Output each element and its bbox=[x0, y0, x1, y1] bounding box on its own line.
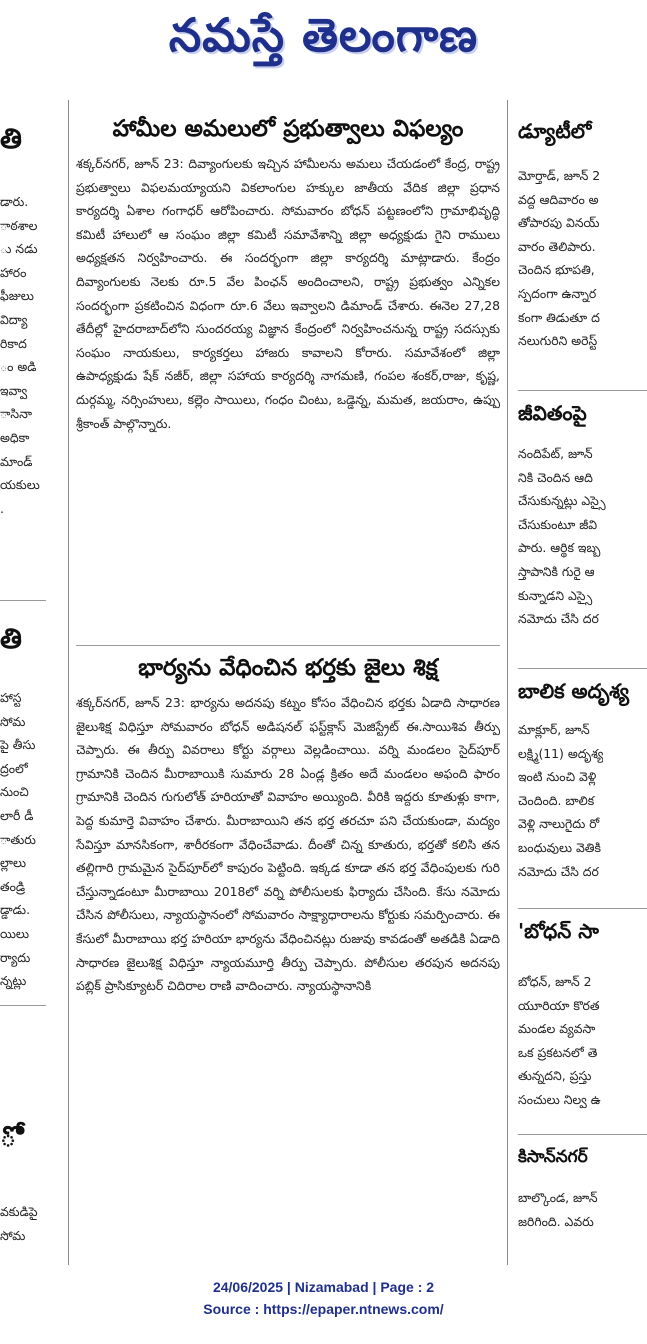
right-line: తోపారపు వినయ్ bbox=[518, 215, 600, 231]
left-line: ాతురు bbox=[0, 831, 36, 847]
right-line: వద్ద ఆదివారం అ bbox=[518, 191, 599, 207]
right-line: వారం తెలిపారు. bbox=[518, 238, 596, 254]
right-rule bbox=[518, 908, 647, 909]
left-headline: తి bbox=[0, 622, 22, 655]
left-line: న్నట్లు bbox=[0, 973, 27, 989]
right-line: నందిపేట్, జూన్ bbox=[518, 446, 593, 461]
left-line: యకులు bbox=[0, 477, 40, 493]
column-divider bbox=[68, 100, 69, 1265]
left-line: నుంచి bbox=[0, 784, 29, 800]
left-line: తండ్రి bbox=[0, 878, 26, 894]
left-line: ఇవ్వా bbox=[0, 382, 28, 398]
right-line: మండల వ్యవసా bbox=[518, 1021, 596, 1037]
right-line: నలుగురిని అరెస్ట్ bbox=[518, 333, 598, 349]
left-line: మాండ్ bbox=[0, 453, 33, 469]
left-lines-1 bbox=[0, 190, 62, 520]
right-line: ఒక ప్రకటనలో తె bbox=[518, 1044, 598, 1060]
left-column bbox=[0, 100, 62, 1265]
right-line: వెళ్లి నాలుగైదు రో bbox=[518, 816, 600, 832]
left-line: విద్యా bbox=[0, 311, 28, 327]
left-headline: ో' bbox=[0, 1120, 25, 1153]
right-line: మాక్లూర్, జూన్ bbox=[518, 722, 590, 737]
right-line: జరిగింది. ఎవరు bbox=[518, 1213, 594, 1229]
right-line: చేసుకున్నట్లు ఎస్సై bbox=[518, 493, 606, 509]
right-headline: కిసాన్‌నగర్ bbox=[518, 1147, 588, 1167]
right-line: బంధువులు వెతికి bbox=[518, 839, 601, 855]
right-headline: బాలిక అదృశ్య bbox=[518, 679, 630, 703]
right-column bbox=[518, 100, 647, 1265]
footer-source-link[interactable]: Source : https://epaper.ntnews.com/ bbox=[203, 1301, 444, 1317]
left-line: లారీ డీ bbox=[0, 807, 34, 823]
right-headline: జీవితంపై bbox=[518, 401, 587, 425]
right-line: బాల్కొండ, జూన్ bbox=[518, 1190, 598, 1205]
article-headline: భార్యను వేధించిన భర్తకు జైలు శిక్ష bbox=[138, 655, 438, 681]
right-line: బోధన్, జూన్ 2 bbox=[518, 974, 592, 989]
right-lines-5 bbox=[518, 1186, 598, 1233]
page-footer bbox=[0, 1276, 647, 1320]
right-line: కున్నాడని ఎస్సై bbox=[518, 587, 593, 603]
left-line: పై తీసు bbox=[0, 737, 36, 753]
left-line: ాఠశాల bbox=[0, 217, 38, 233]
left-rule bbox=[0, 1005, 46, 1006]
right-lines-2 bbox=[518, 442, 606, 631]
article-divider bbox=[76, 645, 500, 646]
left-line: ు నడు bbox=[0, 241, 38, 257]
right-lines-3 bbox=[518, 718, 603, 883]
right-line: పారు. ఆర్థిక ఇబ్బ bbox=[518, 540, 601, 556]
footer-edition-info: 24/06/2025 | Nizamabad | Page : 2 bbox=[212, 1279, 435, 1295]
article-promises bbox=[76, 112, 500, 435]
left-line: ర్యాదు bbox=[0, 949, 31, 965]
left-lines-3 bbox=[0, 1200, 62, 1247]
right-line: తున్నదని, ప్రస్తు bbox=[518, 1068, 592, 1084]
right-line: లక్ష్మి(11) అదృశ్య bbox=[518, 745, 604, 761]
article-jail bbox=[76, 651, 500, 998]
right-headline: డ్యూటీలో bbox=[518, 119, 592, 143]
right-line: యూరియా కొరత bbox=[518, 997, 600, 1013]
left-lines-2 bbox=[0, 686, 62, 993]
right-line: స్పదంగా ఉన్నార bbox=[518, 285, 597, 301]
right-line: స్తాపానికి గురై ఆ bbox=[518, 563, 595, 579]
left-line: . bbox=[0, 500, 4, 516]
right-lines-4 bbox=[518, 970, 601, 1112]
left-line: ం అడి bbox=[0, 359, 37, 375]
right-line: సంచులు నిల్వ ఉ bbox=[518, 1091, 601, 1107]
left-line: డారు. bbox=[0, 194, 29, 209]
right-line: నికి చెందిన ఆది bbox=[518, 469, 593, 485]
masthead-title: నమస్తే తెలంగాణ bbox=[168, 8, 479, 62]
right-line: కంగా తిడుతూ ద bbox=[518, 309, 600, 325]
left-headline: తి bbox=[0, 122, 22, 155]
left-line: సోమ bbox=[0, 1227, 26, 1243]
right-rule bbox=[518, 668, 647, 669]
right-line: నమోదు చేసి దర bbox=[518, 863, 599, 879]
right-rule bbox=[518, 1134, 647, 1135]
left-line: ద్రంలో bbox=[0, 760, 28, 776]
left-line: ఫీజులు bbox=[0, 288, 34, 304]
masthead bbox=[0, 0, 647, 92]
left-line: ాసినా bbox=[0, 406, 32, 422]
article-headline: హామీల అమలులో ప్రభుత్వాలు విఫల్యం bbox=[112, 116, 464, 142]
main-column bbox=[76, 100, 500, 1265]
article-body: శక్కర్‌నగర్, జూన్ 23: భార్యను అదనపు కట్నం కోసం వేధించిన భర్తకు ఏడాది సాధారణ జైలుశిక్ష విధిస్తూ సోమవారం బోధన్ అడిషనల్ ఫస్ట్‌క్లాస్ మెజిస్ట్రేట్ ఈ.సాయిశివ తీర్పు చెప్పారు. ఈ తీర్పు వివరాలు కోర్టు వర్గాలు వెల్లడించాయి. వర్ని మండలం సైద్‌పూర్ గ్రామానికి చెందిన మీరాబాయికి సుమారు 28 ఏండ్ల క్రితం అదే మండలం అఫంది ఫారం గ్రామానికి చెందిన గుగులోత్ హరియాతో వివాహం అయ్యింది. వీరికి ఇద్దరు కూతుళ్లు కాగా, పెద్ద కుమార్తె వివాహం చేశారు. మీరాబాయిని తన భర్త తరచూ పని చేయకుండా, మద్యం సేవిస్తూ మానసికంగా, శారీరకంగా వేధించేవాడు. దీంతో చిన్న కూతురు, భర్తతో కలిసి తన తల్లిగారి గ్రామమైన సైద్‌పూర్‌లో కాపురం పెట్టింది. ఇక్కడ కూడా తన భర్త వేధింపులకు గురి చేస్తున్నాడంటూ మీరాబాయి 2018లో వర్ని పోలీసులకు ఫిర్యాదు చేసింది. కేసు నమోదు చేసిన పోలీసులు, న్యాయస్థానంలో సోమవారం సాక్ష్యాధారాలను కోర్టుకు సమర్పించారు. ఈ కేసులో మీరాబాయి భర్త హరియా భార్యను వేధించినట్లు రుజువు కావడంతో అతడికి ఏడాది సాధారణ జైలుశిక్ష విధిస్తూ న్యాయమూర్తి తీర్పు చెప్పారు. పోలీసుల తరపున అదనపు పబ్లిక్ ప్రాసిక్యూటర్ చిదిరాల రాణి వాదించారు. న్యాయస్థానానికి bbox=[76, 695, 500, 994]
left-line: డ్డాడు. bbox=[0, 902, 31, 918]
left-line: యిలు bbox=[0, 925, 30, 941]
right-line: మోర్తాడ్, జూన్ 2 bbox=[518, 168, 601, 183]
left-line: ల్లాలు bbox=[0, 855, 27, 871]
article-body: శక్కర్‌నగర్, జూన్ 23: దివ్యాంగులకు ఇచ్చిన హామీలను అమలు చేయడంలో కేంద్ర, రాష్ట్ర ప్రభుత్వాలు విఫలమయ్యాయని వికలాంగుల హక్కుల జాతీయ వేదిక జిల్లా ప్రధాన కార్యదర్శి ఏశాల గంగాధర్ ఆరోపించారు. సోమవారం బోధన్ పట్టణంలోని గ్రామాభివృద్ధి కమిటీ హాలులో ఆ సంఘం జిల్లా కమిటీ సమావేశాన్ని జిల్లా అధ్యక్షుడు గైని రాములు అధ్యక్షతన నిర్వహించారు. ఈ సందర్భంగా జిల్లా కార్యదర్శి మాట్లాడారు. కేంద్రం దివ్యాంగులకు నెలకు రూ.5 వేల పింఛన్ అందించాలని, రాష్ట్ర ప్రభుత్వం ఎన్నికల సందర్భంగా ప్రకటించిన విధంగా రూ.6 వేలు ఇవ్వాలని డిమాండ్ చేశారు. ఈనెల 27,28 తేదీల్లో హైదరాబాద్‌లోని సుందరయ్య విజ్ఞాన కేంద్రంలో నిర్వహించనున్న రాష్ట్ర సదస్సుకు సంఘం నాయకులు, కార్యకర్తలు హాజరు కావాలని కోరారు. సమావేశంలో జిల్లా ఉపాధ్యక్షుడు షేక్ నజీర్, జిల్లా సహాయ కార్యదర్శి నాగమణి, గంపల శంకర్,రాజు, కృష్ణ, దుర్గమ్మ, నర్సింహులు, కల్లెం సాయిలు, గంధం చింటు, ఒడ్డెన్న, మమత, జయరాం, ఉప్పు శ్రీకాంత్ పాల్గొన్నారు. bbox=[76, 156, 500, 431]
left-line: హాస్ట bbox=[0, 690, 22, 705]
right-rule bbox=[518, 390, 647, 391]
left-line: రికాద bbox=[0, 335, 27, 351]
column-divider bbox=[507, 100, 508, 1265]
right-line: చెందింది. బాలిక bbox=[518, 792, 595, 808]
right-lines-1 bbox=[518, 164, 600, 353]
left-line: హారం bbox=[0, 264, 27, 280]
left-line: వకుడిపై bbox=[0, 1204, 38, 1219]
left-rule bbox=[0, 600, 46, 601]
right-headline: 'బోధన్ సా bbox=[518, 919, 599, 943]
left-line: సోమ bbox=[0, 713, 26, 729]
left-line: అధికా bbox=[0, 429, 30, 445]
right-line: చెందిన భూపతి, bbox=[518, 262, 595, 278]
right-line: చేసుకుంటూ జీవి bbox=[518, 516, 598, 532]
right-line: నమోదు చేసి దర bbox=[518, 611, 599, 627]
right-line: ఇంటి నుంచి వెళ్లి bbox=[518, 769, 597, 785]
